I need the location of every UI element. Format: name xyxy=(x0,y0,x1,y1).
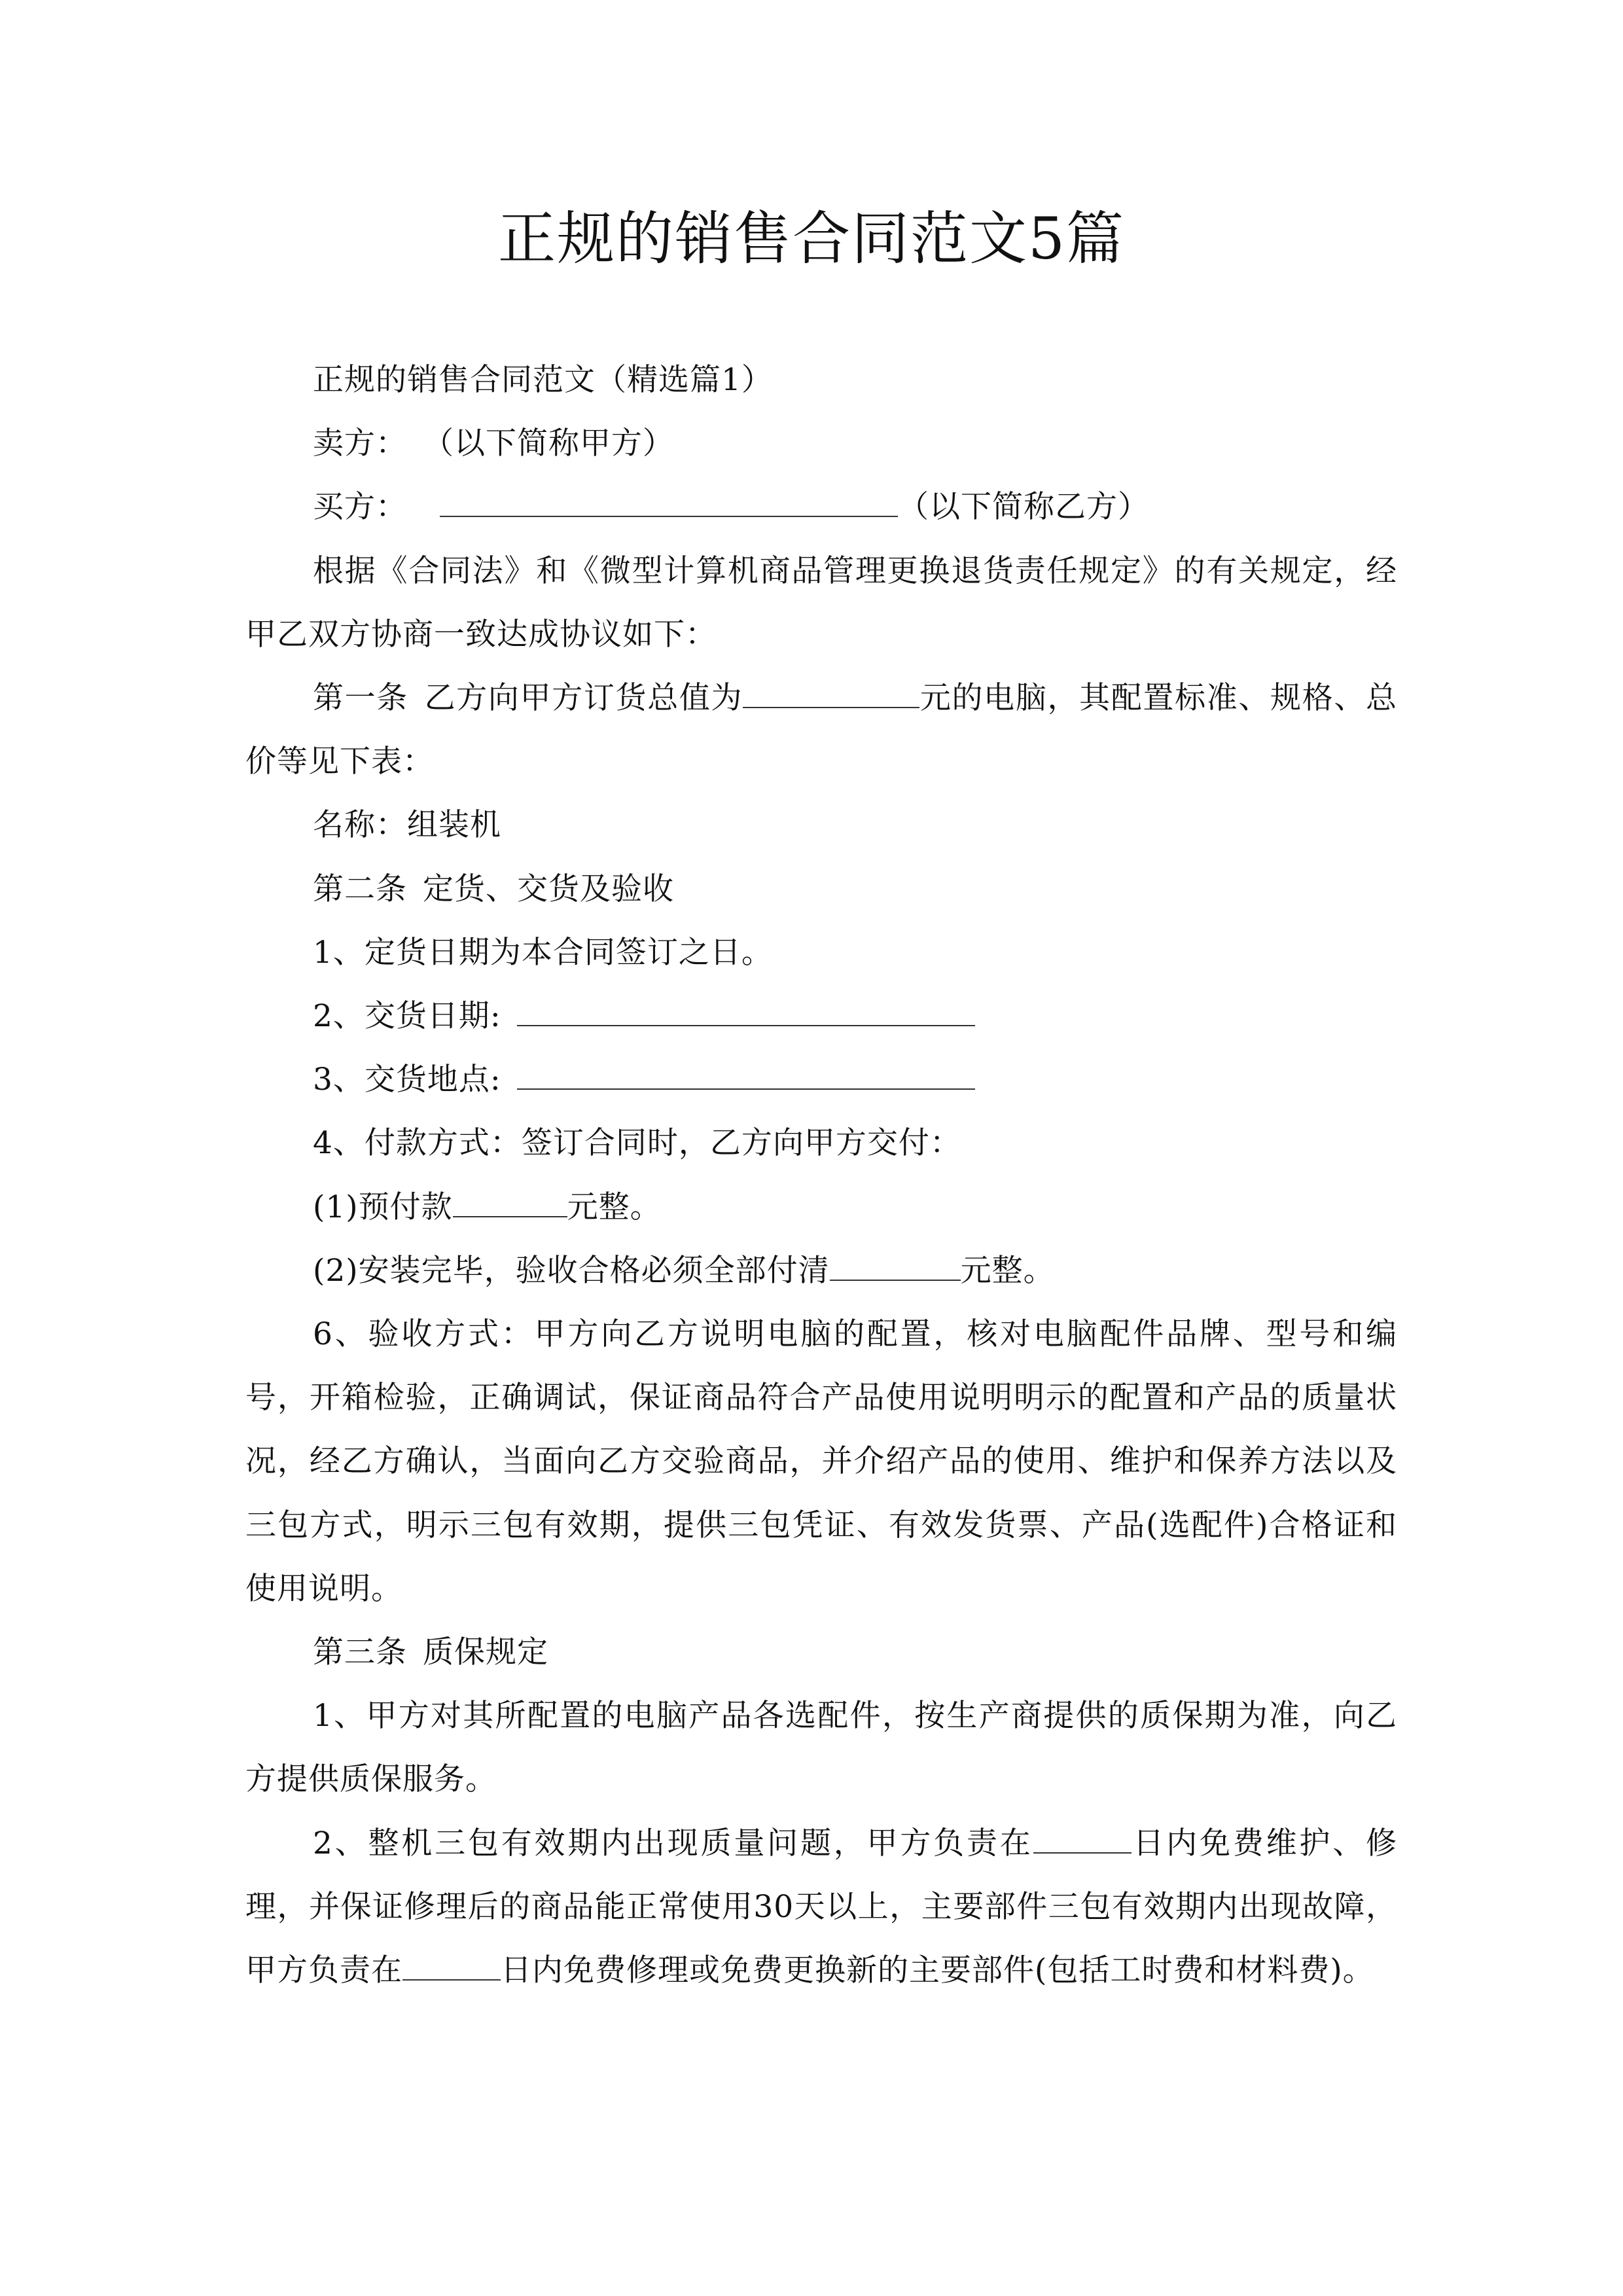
warranty-item-2-text-b: 日内免费维护、修理，并保证修理后的商品能正常使用30天以上，主要部件三包有效期内出现故障，甲方负责在 xyxy=(245,1825,1398,1989)
delivery-date-label: 2、交货日期: xyxy=(313,998,501,1035)
article-1-text-b: 元的电脑，其配置标准、规格、总价等见下表： xyxy=(245,680,1398,780)
section-subtitle xyxy=(245,348,1397,412)
acceptance-item: 6、验收方式：甲方向乙方说明电脑的配置，核对电脑配件品牌、型号和编号，开箱检验，正确调试，保证商品符合产品使用说明明示的配置和产品的质量状况，经乙方确认，当面向乙方交验商品，并介绍产品的使用、维护和保养方法以及三包方式，明示三包有效期，提供三包凭证、有效发货票、产品(选配件)合格证和使用说明。 xyxy=(245,1316,1397,1607)
article-3-heading xyxy=(245,1621,1397,1684)
name-line: 名称：组装机 xyxy=(313,807,501,844)
delivery-date-blank xyxy=(517,996,975,1026)
seller-line xyxy=(245,412,1397,475)
buyer-line xyxy=(245,475,1397,539)
article-3-prefix: 第三条 xyxy=(313,1634,407,1671)
page-title: 正规的销售合同范文5篇 xyxy=(498,205,1125,272)
article-2-title: 定货、交货及验收 xyxy=(423,870,674,907)
final-payment-label: (2)安装完毕，验收合格必须全部付清 xyxy=(313,1252,830,1289)
warranty-item-2-text-a: 2、整机三包有效期内出现质量问题，甲方负责在 xyxy=(313,1825,1033,1861)
subtitle-text: 正规的销售合同范文（精选篇1） xyxy=(313,362,773,398)
final-payment-line xyxy=(245,1239,1397,1302)
article-1 xyxy=(245,666,1397,793)
article-1-heading: 第一条 xyxy=(313,680,408,717)
buyer-label: 买方： xyxy=(313,489,407,526)
warranty-item-2 xyxy=(245,1812,1397,2003)
order-total-blank xyxy=(743,678,919,708)
document-body xyxy=(245,348,1397,2002)
seller-label: 卖方： xyxy=(313,425,407,462)
prepayment-suffix: 元整。 xyxy=(567,1189,662,1225)
prepayment-label: (1)预付款 xyxy=(313,1189,453,1225)
repair-days-blank xyxy=(1033,1823,1132,1854)
final-payment-suffix: 元整。 xyxy=(960,1252,1055,1289)
payment-method-item: 4、付款方式：签订合同时，乙方向甲方交付： xyxy=(313,1125,961,1162)
delivery-place-blank xyxy=(517,1060,975,1090)
article-2-heading xyxy=(245,857,1397,921)
delivery-date-item xyxy=(245,984,1397,1048)
prepayment-line xyxy=(245,1175,1397,1239)
article-1-text-a: 乙方向甲方订货总值为 xyxy=(423,680,743,717)
final-payment-blank xyxy=(830,1251,961,1281)
warranty-item-1: 1、甲方对其所配置的电脑产品各选配件，按生产商提供的质保期为准，向乙方提供质保服务。 xyxy=(245,1698,1397,1798)
seller-suffix: （以下简称甲方） xyxy=(423,425,674,462)
prepayment-blank xyxy=(453,1187,567,1217)
warranty-item-2-text-c: 日内免费修理或免费更换新的主要部件(包括工时费和材料费)。 xyxy=(501,1952,1374,1989)
article-2-prefix: 第二条 xyxy=(313,870,407,907)
buyer-blank xyxy=(440,487,898,517)
delivery-place-label: 3、交货地点: xyxy=(313,1062,501,1098)
buyer-suffix: （以下简称乙方） xyxy=(898,489,1149,526)
replace-days-blank xyxy=(402,1950,501,1981)
basis-paragraph: 根据《合同法》和《微型计算机商品管理更换退货责任规定》的有关规定，经甲乙双方协商一致达成协议如下： xyxy=(245,552,1397,653)
delivery-place-item xyxy=(245,1048,1397,1111)
article-3-title: 质保规定 xyxy=(423,1634,548,1671)
order-date-item: 1、定货日期为本合同签订之日。 xyxy=(313,934,773,971)
